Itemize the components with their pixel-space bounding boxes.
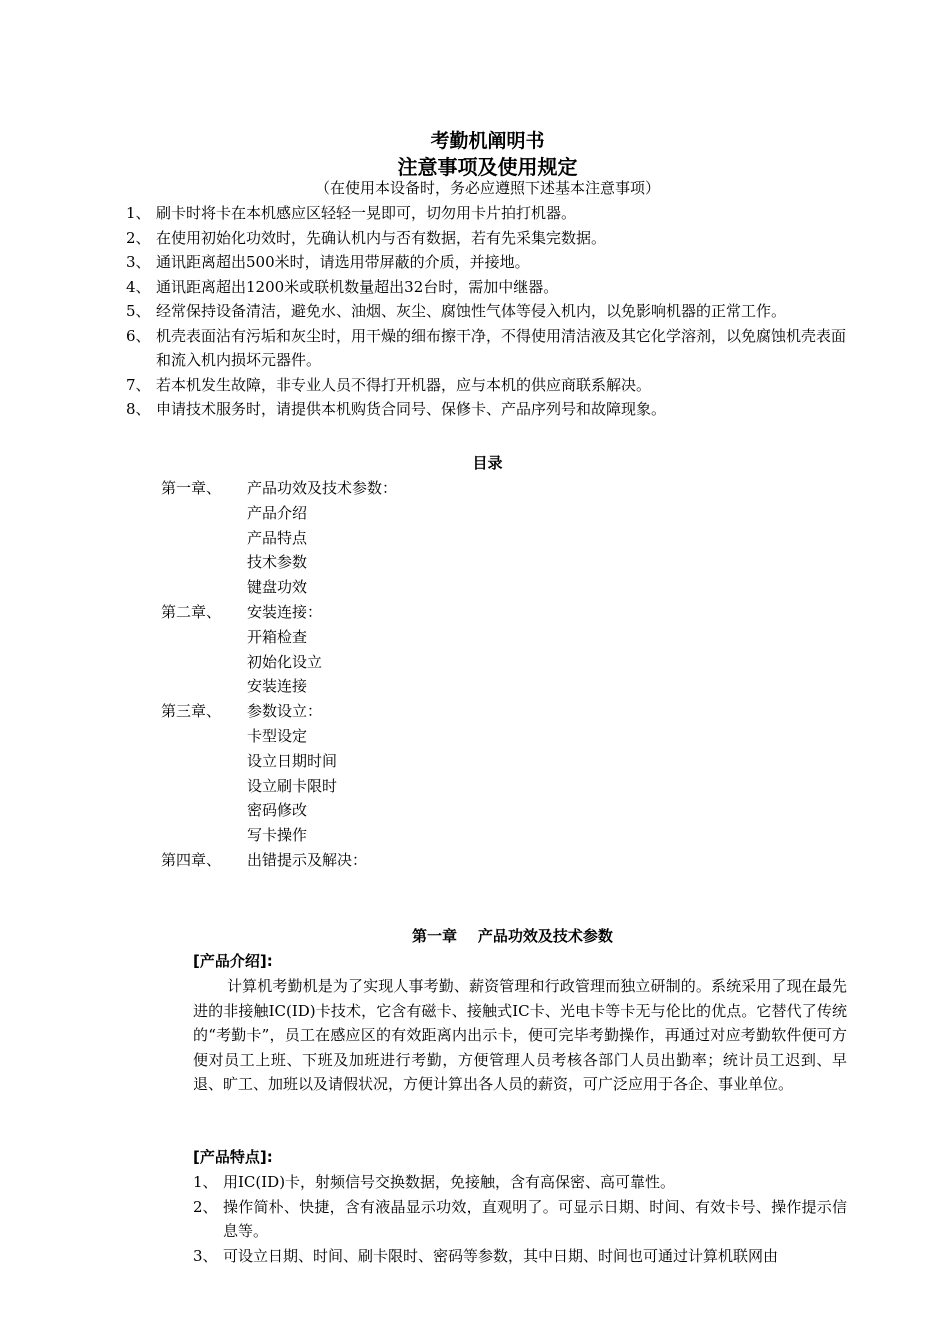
toc-chapter: [161, 798, 247, 823]
toc-chapter: 第一章、: [161, 479, 222, 497]
toc-item: 设立日期时间: [247, 751, 338, 770]
toc-item: 安装连接: [247, 677, 308, 696]
notice-number: 8、: [126, 400, 151, 418]
table-of-contents: [161, 476, 397, 873]
notice-section-title: 注意事项及使用规定: [397, 155, 578, 179]
toc-chapter: [161, 650, 247, 675]
intro-paragraph: 计算机考勤机是为了实现人事考勤、薪资管理和行政管理而独立研制的。系统采用了现在最先进的非接触IC(ID)卡技术，它含有磁卡、接触式IC卡、光电卡等卡无与伦比的优点。它替代了传统的“考勤卡”，员工在感应区的有效距离内出示卡，便可完毕考勤操作，再通过对应考勤软件便可方便对员工上班、下班及加班进行考勤，方便管理人员考核各部门人员出勤率；统计员工迟到、早退、旷工、加班以及请假状况，方便计算出各人员的薪资，可广泛应用于各企、事业单位。: [193, 977, 847, 1093]
notice-item: [126, 226, 856, 251]
notice-item: [126, 373, 856, 398]
notice-item: [126, 397, 856, 422]
toc-item: 产品介绍: [247, 503, 308, 522]
toc-chapter: [161, 526, 247, 551]
toc-heading: 目录: [472, 454, 503, 472]
notice-text: 通讯距离超出500米时，请选用带屏蔽的介质，并接地。: [156, 253, 530, 271]
toc-item: 产品功效及技术参数：: [247, 479, 398, 497]
notice-item: [126, 299, 856, 324]
toc-entry: [161, 575, 397, 600]
toc-item: 密码修改: [247, 801, 308, 820]
notice-item: [126, 275, 856, 300]
toc-chapter: [161, 575, 247, 600]
notice-number: 4、: [126, 277, 151, 296]
toc-chapter: [161, 774, 247, 799]
feature-item: [193, 1195, 847, 1244]
notice-text: 在使用初始化功效时，先确认机内与否有数据，若有先采集完数据。: [156, 228, 607, 247]
toc-item: 设立刷卡限时: [247, 776, 338, 795]
notice-item: [126, 324, 856, 373]
toc-chapter: [161, 823, 247, 848]
toc-item: 安装连接：: [247, 602, 323, 621]
notice-text: 通讯距离超出1200米或联机数量超出32台时，需加中继器。: [156, 277, 559, 296]
toc-entry: [161, 600, 397, 625]
feature-item: [193, 1244, 847, 1269]
toc-chapter: [161, 625, 247, 650]
toc-entry: [161, 674, 397, 699]
features-section-label: [产品特点]:: [193, 1148, 273, 1166]
notice-number: 2、: [126, 228, 151, 247]
toc-chapter: [161, 674, 247, 699]
toc-entry: [161, 848, 397, 873]
toc-item: 卡型设定: [247, 726, 308, 745]
feature-text: 可设立日期、时间、刷卡限时、密码等参数，其中日期、时间也可通过计算机联网由: [223, 1246, 779, 1265]
toc-item: 产品特点: [247, 528, 308, 547]
notice-list: [126, 201, 856, 422]
toc-chapter: [161, 550, 247, 575]
toc-chapter: 第二章、: [161, 602, 222, 621]
feature-number: 2、: [193, 1197, 218, 1216]
notice-number: 7、: [126, 375, 151, 394]
chapter-heading: 第一章 产品功效及技术参数: [412, 927, 613, 945]
toc-item: 键盘功效: [247, 578, 308, 597]
feature-list: [193, 1170, 847, 1268]
notice-text: 经常保持设备清洁，避免水、油烟、灰尘、腐蚀性气体等侵入机内，以免影响机器的正常工作。: [156, 302, 787, 320]
toc-entry: [161, 550, 397, 575]
notice-item: [126, 250, 856, 275]
feature-text: 操作简朴、快捷，含有液晶显示功效，直观明了。可显示日期、时间、有效卡号、操作提示信息等。: [223, 1197, 847, 1240]
feature-number: 1、: [193, 1173, 218, 1191]
toc-chapter: [161, 749, 247, 774]
notice-number: 3、: [126, 253, 151, 271]
toc-entry: [161, 526, 397, 551]
notice-text: 若本机发生故障，非专业人员不得打开机器，应与本机的供应商联系解决。: [156, 375, 652, 394]
toc-item: 写卡操作: [247, 826, 308, 845]
toc-entry: [161, 774, 397, 799]
document-title: 考勤机阐明书: [430, 130, 545, 152]
toc-item: 技术参数: [247, 553, 308, 572]
notice-text: 刷卡时将卡在本机感应区轻轻一晃即可，切勿用卡片拍打机器。: [156, 204, 577, 222]
toc-item: 参数设立：: [247, 702, 323, 721]
notice-text: 机壳表面沾有污垢和灰尘时，用干燥的细布擦干净，不得使用清洁液及其它化学溶剂，以免腐蚀机壳表面和流入机内损坏元器件。: [156, 326, 847, 369]
toc-chapter: 第四章、: [161, 850, 222, 869]
toc-entry: [161, 476, 397, 501]
feature-text: 用IC(ID)卡，射频信号交换数据，免接触，含有高保密、高可靠性。: [223, 1173, 676, 1191]
toc-item: 初始化设立: [247, 652, 323, 671]
toc-entry: [161, 798, 397, 823]
toc-entry: [161, 724, 397, 749]
toc-entry: [161, 501, 397, 526]
toc-entry: [161, 823, 397, 848]
toc-entry: [161, 650, 397, 675]
feature-number: 3、: [193, 1246, 218, 1265]
toc-item: 出错提示及解决：: [247, 850, 368, 869]
notice-intro: （在使用本设备时，务必应遵照下述基本注意事项）: [314, 179, 660, 197]
toc-chapter: [161, 501, 247, 526]
notice-item: [126, 201, 856, 226]
toc-chapter: 第三章、: [161, 702, 222, 721]
toc-entry: [161, 625, 397, 650]
notice-number: 6、: [126, 326, 151, 345]
intro-section-label: [产品介绍]:: [193, 952, 273, 970]
toc-item: 开箱检查: [247, 627, 308, 646]
toc-entry: [161, 699, 397, 724]
notice-text: 申请技术服务时，请提供本机购货合同号、保修卡、产品序列号和故障现象。: [156, 400, 667, 418]
notice-number: 1、: [126, 204, 151, 222]
feature-item: [193, 1170, 847, 1195]
toc-entry: [161, 749, 397, 774]
notice-number: 5、: [126, 302, 151, 320]
toc-chapter: [161, 724, 247, 749]
